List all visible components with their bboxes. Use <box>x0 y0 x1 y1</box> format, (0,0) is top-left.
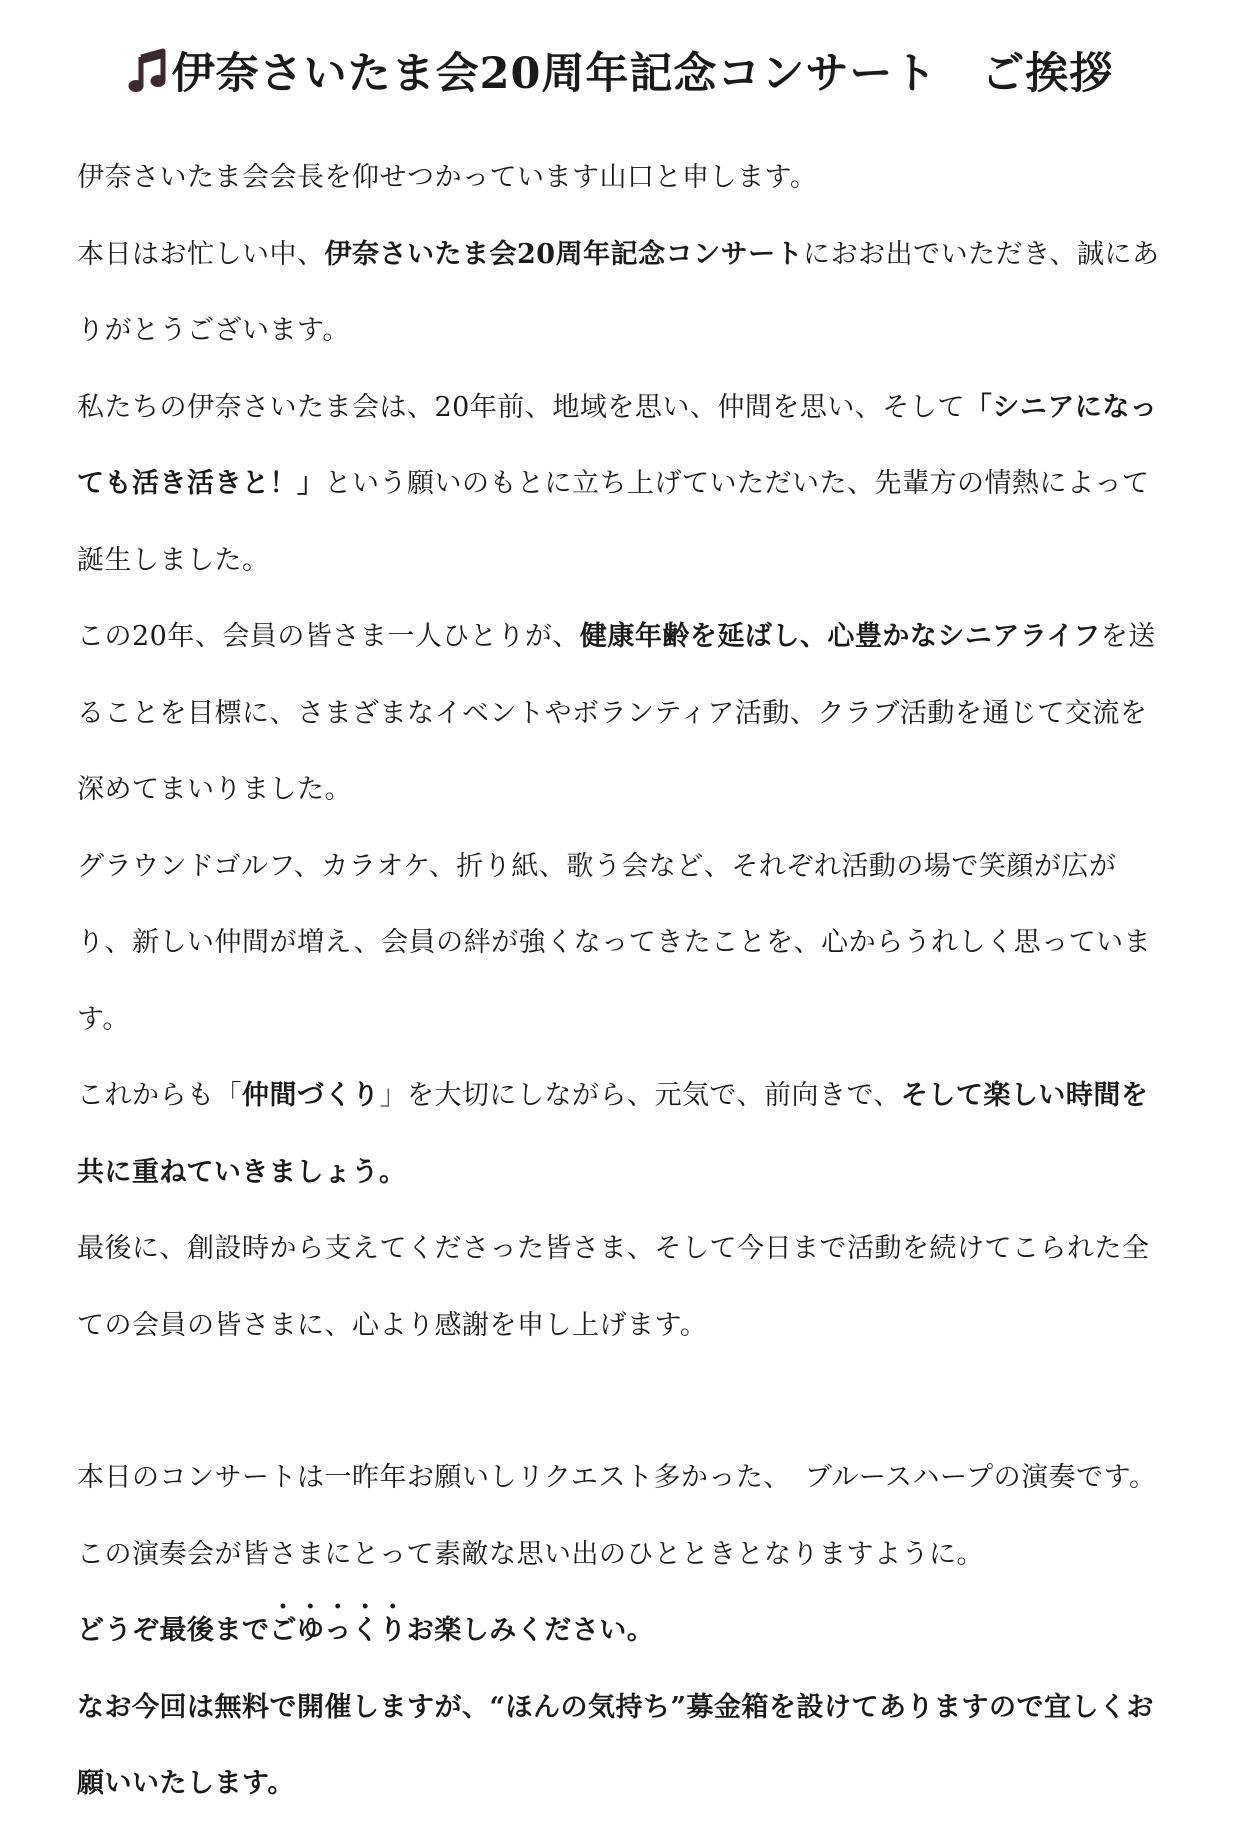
text-run: グラウンドゴルフ、カラオケ、折り紙、歌う会など、それぞれ活動の場で笑顔が広がり、新しい仲間が増え、会員の絆が強くなってきたことを、心からうれしく思っています。 <box>77 850 1152 1035</box>
concert-name: 伊奈さいたま会20周年記念コンサート <box>324 238 804 270</box>
paragraph-opening <box>77 140 1167 217</box>
text-run: 本日のコンサートは一昨年お願いしリクエスト多かった、 ブルースハープの演奏です。 <box>77 1462 1157 1493</box>
text-run: この演奏会が皆さまにとって素敵な思い出のひとときとなりますように。 <box>77 1538 984 1570</box>
text-run: 最後に、創設時から支えてくださった皆さま、そして今日まで活動を続けてこられた全ての会員の皆さまに、心より感謝を申し上げます。 <box>77 1233 1150 1341</box>
text-run: この20年、会員の皆さま一人ひとりが、 <box>77 621 580 652</box>
page-title <box>0 40 1241 101</box>
paragraph-gratitude <box>77 1211 1167 1364</box>
paragraph-thanks <box>77 217 1167 370</box>
text-run: お楽しみください。 <box>406 1615 655 1646</box>
goal-text: 健康年齢を延ばし、心豊かなシニアライフ <box>579 621 1101 652</box>
paragraph-wish <box>77 1517 1167 1594</box>
text-run: どうぞ最後まで <box>77 1615 270 1646</box>
motto-text: 「シニアになっても活き活きと！」 <box>77 391 1158 499</box>
text-run: を送ることを目標に、さまざまなイベントやボランティア活動、クラブ活動を通じて交流を深めてまいりました。 <box>77 621 1156 805</box>
paragraph-goals <box>77 599 1167 829</box>
text-run: という願いのもとに立ち上げていただいた、先輩方の情熱によって誕生しました。 <box>77 468 1150 576</box>
paragraph-enjoy <box>77 1593 1167 1670</box>
paragraph-donation <box>77 1670 1167 1823</box>
paragraph-spacer <box>77 1364 1167 1440</box>
music-note-icon <box>128 48 168 94</box>
text-run: これからも「 <box>77 1080 242 1111</box>
future-text: そして楽しい時間を共に重ねていきましょう。 <box>77 1080 1149 1188</box>
text-run: 本日はお忙しい中、 <box>77 238 325 270</box>
paragraph-future <box>77 1058 1167 1211</box>
text-run: 伊奈さいたま会会長を仰せつかっています山口と申します。 <box>77 162 818 193</box>
text-run: なお今回は無料で開催しますが、“ほんの気持ち”募金箱を設けてありますので宜しくお願いいたします。 <box>77 1691 1155 1799</box>
paragraph-history <box>77 370 1167 600</box>
text-run: におお出でいただき、誠にありがとうございます。 <box>77 238 1160 346</box>
text-run: 」を大切にしながら、元気で、前向きで、 <box>379 1080 901 1111</box>
greeting-body <box>77 140 1167 1823</box>
paragraph-activities <box>77 829 1167 1059</box>
text-run: 私たちの伊奈さいたま会は、20年前、地域を思い、仲間を思い、そして <box>77 391 965 423</box>
paragraph-concert <box>77 1440 1167 1517</box>
emphasis-text: ごゆっくり <box>269 1615 407 1646</box>
nakama-text: 仲間づくり <box>242 1080 380 1111</box>
title-text: 伊奈さいたま会20周年記念コンサート ご挨拶 <box>171 49 1114 99</box>
